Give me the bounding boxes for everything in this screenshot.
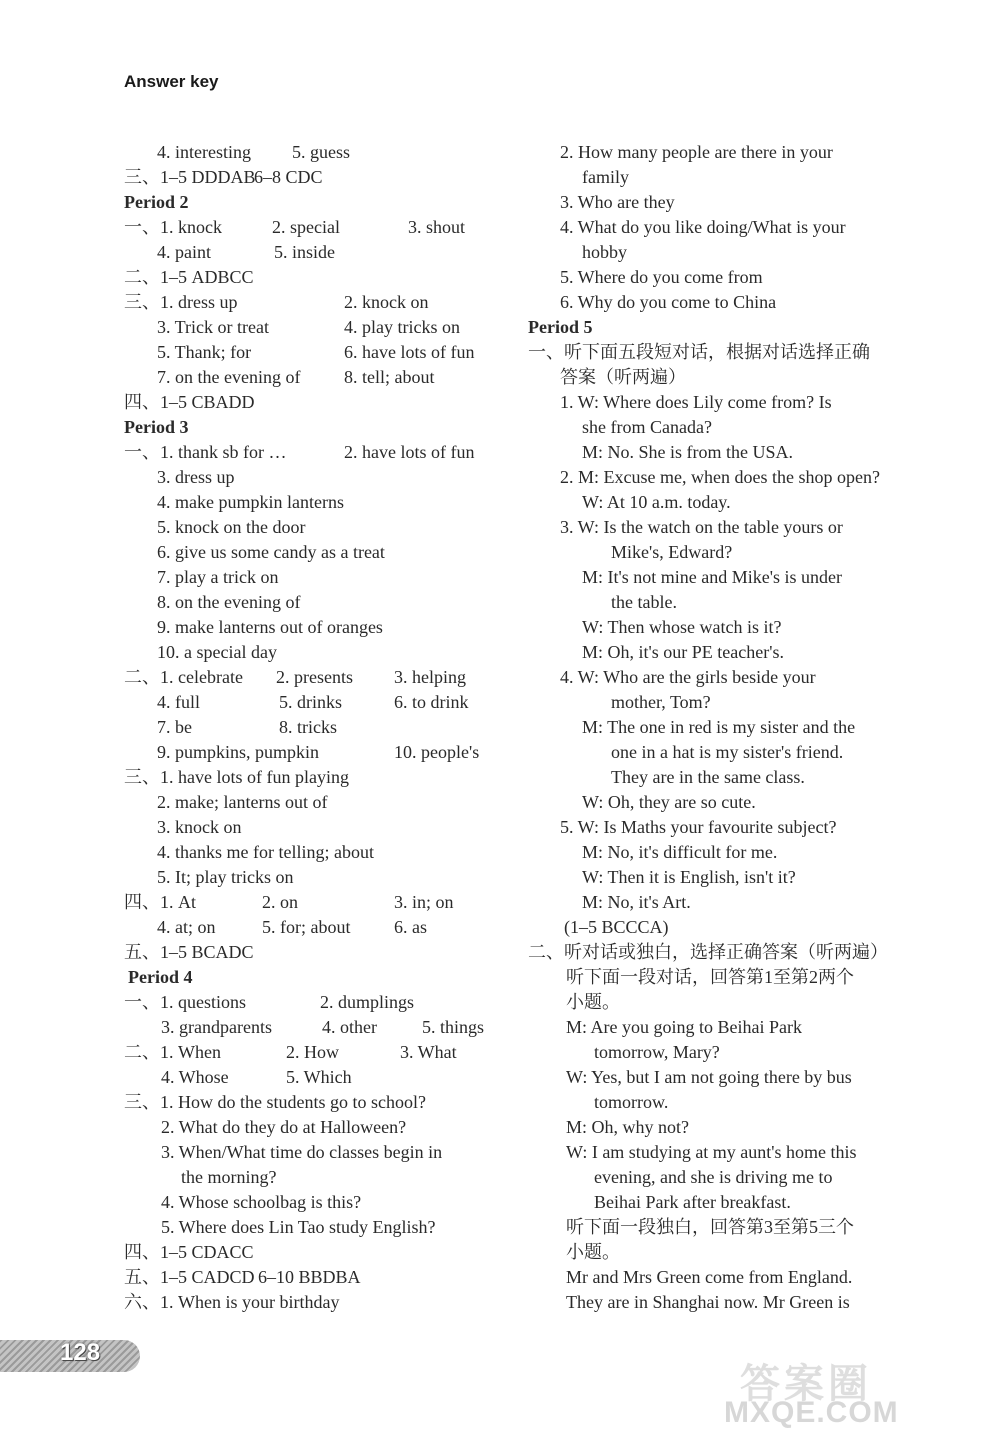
answer-text: 二、1–5 ADBCC — [124, 267, 254, 287]
answer-text: 5. Which — [286, 1067, 352, 1087]
right-column-line — [528, 465, 928, 490]
left-column-line — [124, 1090, 514, 1115]
answer-text: (1–5 BCCCA) — [564, 917, 669, 937]
left-column-line — [124, 615, 514, 640]
left-column-line — [124, 1240, 514, 1265]
answer-text: Mike's, Edward? — [611, 542, 733, 562]
answer-text: the table. — [611, 592, 677, 612]
answer-text: 7. play a trick on — [157, 567, 279, 587]
answer-text: 2. have lots of fun — [344, 442, 475, 462]
right-column-line — [528, 1190, 928, 1215]
answer-text: 8. on the evening of — [157, 592, 301, 612]
right-column-line — [528, 340, 928, 365]
answer-text: evening, and she is driving me to — [594, 1167, 833, 1187]
left-column-line — [124, 915, 514, 940]
answer-text: 二、1. When — [124, 1042, 221, 1062]
answer-text: 10. people's — [394, 742, 480, 762]
answer-text: W: I am studying at my aunt's home this — [566, 1142, 857, 1162]
answer-text: 2. dumplings — [320, 992, 415, 1012]
left-column-line — [124, 590, 514, 615]
answer-text: tomorrow, Mary? — [594, 1042, 720, 1062]
answer-text: 4. make pumpkin lanterns — [157, 492, 344, 512]
answer-text: 三、1. How do the students go to school? — [124, 1092, 426, 1112]
period-heading: Period 3 — [124, 417, 189, 437]
answer-text: 4. at; on — [157, 917, 216, 937]
right-column-line — [528, 165, 928, 190]
answer-text: 2. presents — [276, 667, 353, 687]
left-column-line — [124, 665, 514, 690]
answer-text: 5. W: Is Maths your favourite subject? — [560, 817, 837, 837]
right-column-line — [528, 1215, 928, 1240]
right-column-line — [528, 290, 928, 315]
answer-text: 六、1. When is your birthday — [124, 1292, 340, 1312]
right-column-line — [528, 640, 928, 665]
left-column-line — [124, 990, 514, 1015]
answer-text: hobby — [582, 242, 627, 262]
answer-text: 2. How — [286, 1042, 339, 1062]
answer-text: tomorrow. — [594, 1092, 669, 1112]
left-column-line — [124, 290, 514, 315]
answer-text: 听下面一段对话，回答第1至第2两个 — [566, 967, 854, 987]
answer-text: 3. knock on — [157, 817, 242, 837]
left-column-line — [124, 540, 514, 565]
left-column-line — [124, 465, 514, 490]
answer-text: Beihai Park after breakfast. — [594, 1192, 791, 1212]
answer-text: 7. be — [157, 717, 192, 737]
right-column-line — [528, 415, 928, 440]
answer-text: 3. grandparents — [161, 1017, 272, 1037]
answer-text: They are in Shanghai now. Mr Green is — [566, 1292, 850, 1312]
answer-text: 一、1. knock — [124, 217, 222, 237]
answer-text: They are in the same class. — [611, 767, 805, 787]
answer-text: M: The one in red is my sister and the — [582, 717, 856, 737]
answer-text: 三、1–5 DDDAB — [124, 167, 256, 187]
answer-text: 9. pumpkins, pumpkin — [157, 742, 320, 762]
watermark-site: MXQE.COM — [724, 1396, 899, 1429]
left-column-line — [124, 440, 514, 465]
answer-text: 2. on — [262, 892, 298, 912]
answer-text: 3. What — [400, 1042, 457, 1062]
answer-text: 2. make; lanterns out of — [157, 792, 328, 812]
answer-text: 听下面一段独白，回答第3至第5三个 — [566, 1217, 854, 1237]
answer-text: M: No, it's difficult for me. — [582, 842, 778, 862]
answer-text: M: No, it's Art. — [582, 892, 691, 912]
answer-text: 8. tell; about — [344, 367, 435, 387]
answer-text: 4. play tricks on — [344, 317, 460, 337]
left-column-line — [124, 1265, 514, 1290]
answer-text: M: Oh, it's our PE teacher's. — [582, 642, 784, 662]
answer-text: 5. things — [422, 1017, 485, 1037]
left-column-line — [124, 790, 514, 815]
answer-text: 7. on the evening of — [157, 367, 301, 387]
left-column-line — [124, 1190, 514, 1215]
period-heading: Period 4 — [128, 967, 193, 987]
left-column-line — [124, 1215, 514, 1240]
answer-text: 4. Whose — [161, 1067, 229, 1087]
answer-text: 6. have lots of fun — [344, 342, 475, 362]
right-column-line — [528, 190, 928, 215]
answer-text: 5. for; about — [262, 917, 351, 937]
right-column-line — [528, 1015, 928, 1040]
right-column-line — [528, 715, 928, 740]
right-column-line — [528, 865, 928, 890]
left-answer-column — [124, 140, 514, 1315]
answer-text: she from Canada? — [582, 417, 712, 437]
answer-text: 3. helping — [394, 667, 466, 687]
answer-text: 二、1. celebrate — [124, 667, 243, 687]
answer-text: W: Then it is English, isn't it? — [582, 867, 796, 887]
left-column-line — [124, 890, 514, 915]
answer-text: M: No. She is from the USA. — [582, 442, 793, 462]
left-column-line — [124, 865, 514, 890]
right-column-line — [528, 1265, 928, 1290]
right-column-line — [528, 1065, 928, 1090]
answer-text: 四、1–5 CDACC — [124, 1242, 254, 1262]
answer-text: 5. It; play tricks on — [157, 867, 294, 887]
answer-text: family — [582, 167, 629, 187]
answer-text: W: Oh, they are so cute. — [582, 792, 756, 812]
answer-text: 五、1–5 CADCD — [124, 1267, 255, 1287]
right-column-line — [528, 140, 928, 165]
answer-text: 5. Where do you come from — [560, 267, 763, 287]
answer-text: Mr and Mrs Green come from England. — [566, 1267, 853, 1287]
period-heading: Period 5 — [528, 317, 593, 337]
answer-text: 5. knock on the door — [157, 517, 306, 537]
answer-text: 3. dress up — [157, 467, 235, 487]
right-column-line — [528, 665, 928, 690]
answer-text: one in a hat is my sister's friend. — [611, 742, 844, 762]
answer-text: 4. paint — [157, 242, 211, 262]
answer-text: mother, Tom? — [611, 692, 711, 712]
left-column-line — [124, 215, 514, 240]
left-column-line — [124, 340, 514, 365]
right-answer-column — [528, 140, 928, 1315]
answer-text: M: Are you going to Beihai Park — [566, 1017, 802, 1037]
answer-text: 8. tricks — [279, 717, 337, 737]
right-column-line — [528, 790, 928, 815]
left-column-line — [124, 1290, 514, 1315]
answer-text: 1. W: Where does Lily come from? Is — [560, 392, 832, 412]
right-column-line — [528, 590, 928, 615]
right-column-line — [528, 1140, 928, 1165]
right-column-line — [528, 990, 928, 1015]
right-column-line — [528, 515, 928, 540]
left-column-line — [124, 240, 514, 265]
answer-key-header: Answer key — [124, 72, 219, 91]
right-column-line — [528, 740, 928, 765]
left-column-line — [124, 190, 514, 215]
answer-text: 3. shout — [408, 217, 466, 237]
left-column-line — [124, 1165, 514, 1190]
right-column-line — [528, 265, 928, 290]
answer-text: 5. guess — [292, 142, 350, 162]
right-column-line — [528, 940, 928, 965]
answer-text: 2. How many people are there in your — [560, 142, 833, 162]
left-column-line — [124, 515, 514, 540]
answer-text: W: At 10 a.m. today. — [582, 492, 731, 512]
answer-text: 5. inside — [274, 242, 335, 262]
answer-text: 2. What do they do at Halloween? — [161, 1117, 407, 1137]
right-column-line — [528, 540, 928, 565]
answer-text: 2. special — [272, 217, 340, 237]
right-column-line — [528, 1115, 928, 1140]
left-column-line — [124, 640, 514, 665]
answer-text: 一、1. questions — [124, 992, 247, 1012]
answer-text: 4. Whose schoolbag is this? — [161, 1192, 362, 1212]
right-column-line — [528, 1240, 928, 1265]
answer-text: 3. W: Is the watch on the table yours or — [560, 517, 843, 537]
right-column-line — [528, 690, 928, 715]
left-column-line — [124, 1065, 514, 1090]
left-column-line — [124, 815, 514, 840]
left-column-line — [124, 840, 514, 865]
answer-text: 小题。 — [566, 1242, 620, 1262]
watermark-logo: 答案圈 — [740, 1361, 872, 1407]
answer-text: 3. in; on — [394, 892, 454, 912]
answer-text: 10. a special day — [157, 642, 277, 662]
left-column-line — [124, 765, 514, 790]
answer-text: 5. drinks — [279, 692, 342, 712]
answer-text: 6–8 CDC — [254, 167, 323, 187]
answer-text: 5. Where does Lin Tao study English? — [161, 1217, 436, 1237]
right-column-line — [528, 1165, 928, 1190]
right-column-line — [528, 315, 928, 340]
left-column-line — [124, 165, 514, 190]
answer-text: 4. full — [157, 692, 200, 712]
answer-text: 4. thanks me for telling; about — [157, 842, 374, 862]
answer-text: M: It's not mine and Mike's is under — [582, 567, 842, 587]
answer-text: M: Oh, why not? — [566, 1117, 689, 1137]
right-column-line — [528, 365, 928, 390]
right-column-line — [528, 1040, 928, 1065]
left-column-line — [124, 965, 514, 990]
left-column-line — [124, 1015, 514, 1040]
answer-text: 3. Who are they — [560, 192, 675, 212]
answer-text: 三、1. have lots of fun playing — [124, 767, 349, 787]
right-column-line — [528, 615, 928, 640]
right-column-line — [528, 490, 928, 515]
right-column-line — [528, 965, 928, 990]
answer-text: 一、听下面五段短对话，根据对话选择正确 — [528, 342, 870, 362]
answer-text: the morning? — [181, 1167, 277, 1187]
answer-text: 答案（听两遍） — [560, 367, 686, 387]
right-column-line — [528, 215, 928, 240]
right-column-line — [528, 915, 928, 940]
right-column-line — [528, 765, 928, 790]
right-column-line — [528, 890, 928, 915]
right-column-line — [528, 840, 928, 865]
answer-text: 4. interesting — [157, 142, 251, 162]
answer-text: 4. W: Who are the girls beside your — [560, 667, 816, 687]
answer-text: 4. other — [322, 1017, 377, 1037]
answer-text: 三、1. dress up — [124, 292, 238, 312]
right-column-line — [528, 1290, 928, 1315]
answer-text: 6. give us some candy as a treat — [157, 542, 385, 562]
left-column-line — [124, 490, 514, 515]
answer-text: 9. make lanterns out of oranges — [157, 617, 383, 637]
left-column-line — [124, 365, 514, 390]
left-column-line — [124, 1115, 514, 1140]
left-column-line — [124, 315, 514, 340]
answer-text: 5. Thank; for — [157, 342, 252, 362]
answer-text: 2. M: Excuse me, when does the shop open? — [560, 467, 880, 487]
period-heading: Period 2 — [124, 192, 189, 212]
left-column-line — [124, 940, 514, 965]
page-number: 128 — [60, 1339, 101, 1366]
right-column-line — [528, 440, 928, 465]
answer-text: W: Then whose watch is it? — [582, 617, 782, 637]
answer-text: 6. to drink — [394, 692, 469, 712]
answer-text: 3. When/What time do classes begin in — [161, 1142, 443, 1162]
answer-text: 2. knock on — [344, 292, 429, 312]
answer-text: 6–10 BBDBA — [258, 1267, 361, 1287]
left-column-line — [124, 690, 514, 715]
right-column-line — [528, 1090, 928, 1115]
answer-text: 五、1–5 BCADC — [124, 942, 254, 962]
answer-text: 四、1–5 CBADD — [124, 392, 255, 412]
left-column-line — [124, 140, 514, 165]
right-column-line — [528, 565, 928, 590]
right-column-line — [528, 815, 928, 840]
left-column-line — [124, 565, 514, 590]
left-column-line — [124, 390, 514, 415]
answer-text: 二、听对话或独白，选择正确答案（听两遍） — [528, 942, 888, 962]
left-column-line — [124, 1040, 514, 1065]
watermark — [718, 1352, 988, 1430]
answer-text: 4. What do you like doing/What is your — [560, 217, 846, 237]
answer-text: W: Yes, but I am not going there by bus — [566, 1067, 852, 1087]
left-column-line — [124, 740, 514, 765]
answer-text: 小题。 — [566, 992, 620, 1012]
left-column-line — [124, 1140, 514, 1165]
right-column-line — [528, 390, 928, 415]
answer-text: 一、1. thank sb for … — [124, 442, 287, 462]
answer-text: 6. Why do you come to China — [560, 292, 777, 312]
answer-text: 6. as — [394, 917, 427, 937]
right-column-line — [528, 240, 928, 265]
left-column-line — [124, 415, 514, 440]
answer-text: 四、1. At — [124, 892, 196, 912]
left-column-line — [124, 715, 514, 740]
left-column-line — [124, 265, 514, 290]
answer-text: 3. Trick or treat — [157, 317, 269, 337]
